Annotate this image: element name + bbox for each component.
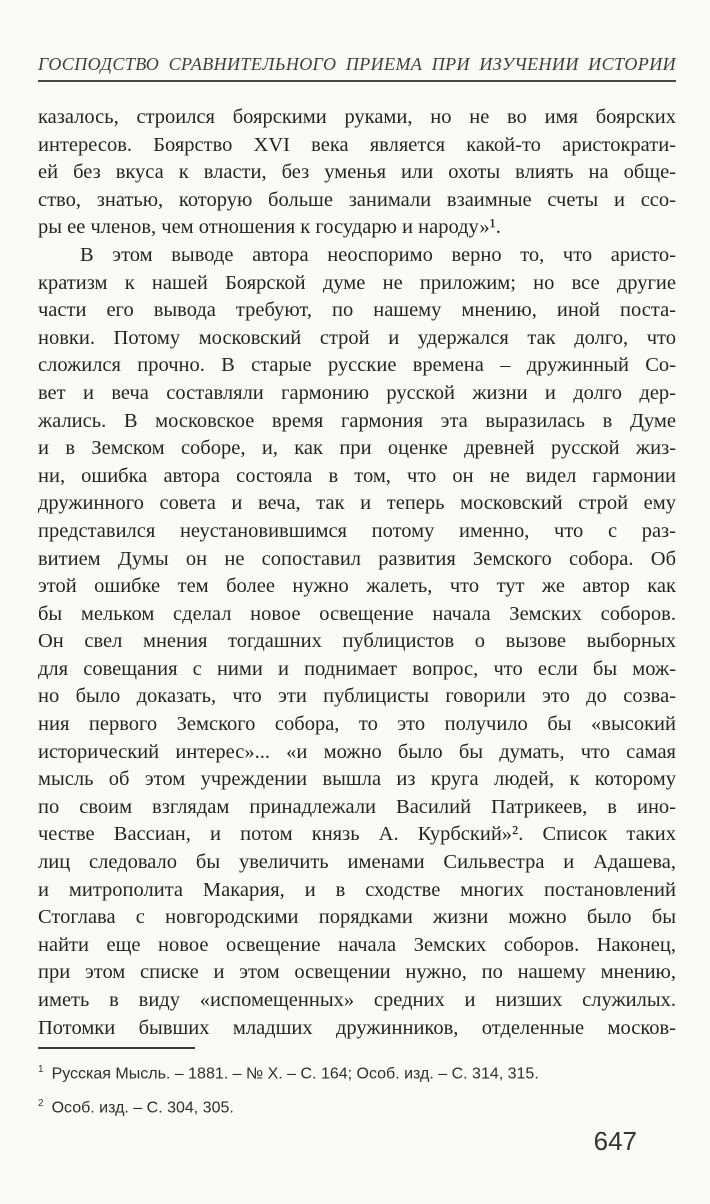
text-line: Он свел мнения тогдашних публицистов о вызове выборных — [38, 630, 676, 653]
footnote-text: Русская Мысль. – 1881. – № X. – С. 164; Особ. изд. – С. 314, 315. — [51, 1065, 539, 1083]
paragraph — [38, 242, 676, 1042]
text-line: ство, знатью, которую больше занимали взаимные счеты и ссо- — [38, 188, 676, 211]
text-line: ния первого Земского собора, то это получило бы «высокий — [38, 713, 676, 736]
text-line: бы мельком сделал новое освещение начала Земских соборов. — [38, 602, 676, 625]
paragraph-lines — [38, 242, 676, 1042]
footnote-text: Особ. изд. – С. 304, 305. — [51, 1099, 234, 1117]
text-line: ей без вкуса к власти, без уменья или охоты влиять на обще- — [38, 161, 676, 184]
footnote-marker: 2 — [38, 1098, 44, 1110]
text-line: витием Думы он не сопоставил развития Земского собора. Об — [38, 547, 676, 570]
text-line: честве Вассиан, и потом князь А. Курбский»². Список таких — [38, 823, 676, 846]
text-line: для совещания с ними и поднимает вопрос, что если бы мож- — [38, 657, 676, 680]
text-line: ни, ошибка автора состояла в том, что он не видел гармонии — [38, 464, 676, 487]
text-line: казалось, строился боярскими руками, но не во имя боярских — [38, 106, 676, 128]
text-line: Потомки бывших младших дружинников, отделенные москов- — [38, 1016, 676, 1039]
text-line: интересов. Боярство XVI века является какой-то аристократи- — [38, 133, 676, 156]
text-line: исторический интерес»... «и можно было бы думать, что самая — [38, 740, 676, 763]
text-line: мысль об этом учреждении вышла из круга людей, к которому — [38, 768, 676, 791]
text-line: части его вывода требуют, по нашему мнению, иной поста- — [38, 299, 676, 322]
text-line: по своим взглядам принадлежали Василий Патрикеев, в ино- — [38, 795, 676, 818]
text-line: этой ошибке тем более нужно жалеть, что тут же автор как — [38, 575, 676, 598]
footnote — [38, 1055, 676, 1089]
footnote-list — [38, 1055, 676, 1123]
paragraph-lines — [38, 104, 676, 242]
page-number: 647 — [593, 1126, 637, 1156]
text-line: вет и веча составляли гармонию русской жизни и долго дер- — [38, 381, 676, 404]
text-line: и в Земском соборе, и, как при оценке древней русской жиз- — [38, 437, 676, 460]
text-line: новки. Потому московский строй и удержался так долго, что — [38, 326, 676, 349]
running-header — [38, 54, 676, 82]
text-line: найти еще новое освещение начала Земских соборов. Наконец, — [38, 933, 676, 956]
body-text — [38, 104, 676, 1042]
text-line: кратизм к нашей Боярской думе не приложим; но все другие — [38, 271, 676, 294]
text-line: Стоглава с новгородскими порядками жизни можно было бы — [38, 906, 676, 929]
text-line: ры ее членов, чем отношения к государю и народу»¹. — [38, 216, 501, 239]
text-line: иметь в виду «испомещенных» средних и низших служилых. — [38, 989, 676, 1011]
text-line: представился неустановившимся потому именно, что с раз- — [38, 519, 676, 542]
footnote-separator-rule — [38, 1047, 195, 1049]
chapter-title: ГОСПОДСТВО СРАВНИТЕЛЬНОГО ПРИЕМА ПРИ ИЗУЧЕНИИ ИСТОРИИ — [38, 54, 676, 74]
text-line: дружинного совета и веча, так и теперь московский строй ему — [38, 492, 676, 515]
text-line: сложился прочно. В старые русские времена – дружинный Со- — [38, 354, 676, 377]
footnotes — [38, 1047, 676, 1123]
text-line: но было доказать, что эти публицисты говорили это до созва- — [38, 685, 676, 708]
text-line: В этом выводе автора неоспоримо верно то, что аристо- — [80, 243, 676, 266]
paragraph — [38, 104, 676, 242]
text-line: лиц следовало бы увеличить именами Сильвестра и Адашева, — [38, 851, 676, 874]
footnote-marker: 1 — [38, 1064, 44, 1076]
text-line: при этом списке и этом освещении нужно, по нашему мнению, — [38, 961, 676, 984]
text-line: и митрополита Макария, и в сходстве многих постановлений — [38, 878, 676, 901]
footnote — [38, 1089, 676, 1123]
text-line: жались. В московское время гармония эта выразилась в Думе — [38, 409, 676, 432]
